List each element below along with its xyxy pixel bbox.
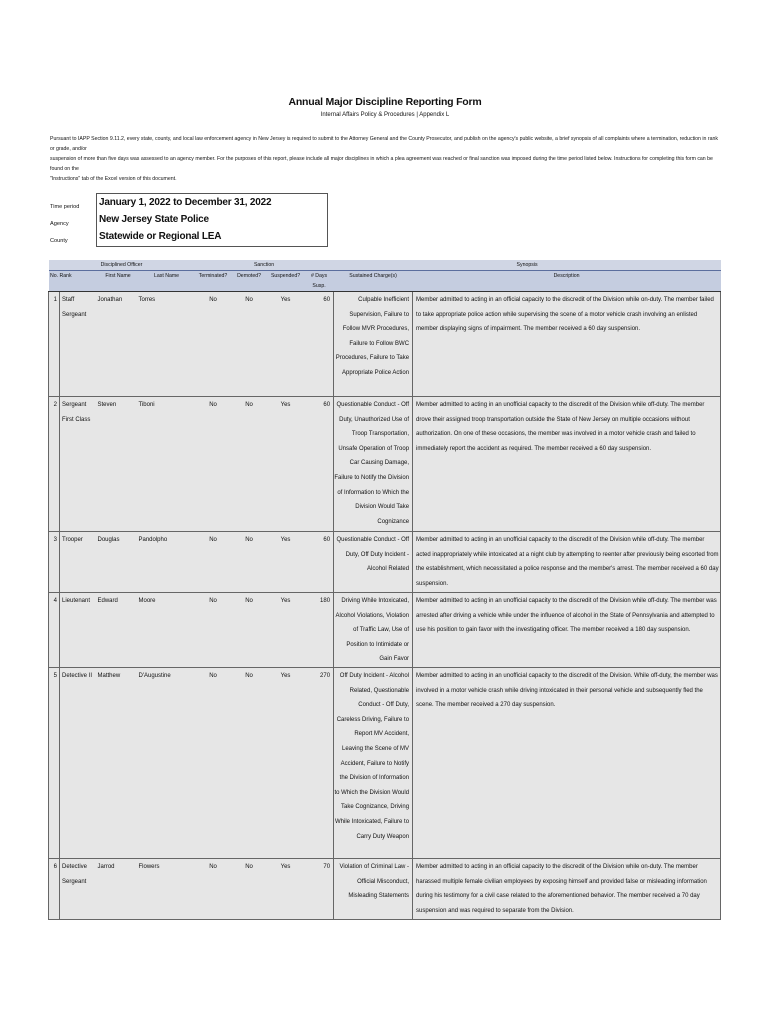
table-row	[49, 668, 721, 859]
description-cell: Member admitted to acting in an official capacity to the discredit of the Division while on-duty. The member harassed multiple female civilian employees by exposing himself and provided false or misleading information during his testimony for a civil case related to the aforementioned behavior. The member received a 70 day suspension and was required to separate from the Division.	[413, 859, 721, 920]
charges-cell: Driving While Intoxicated, Alcohol Violations, Violation of Traffic Law, Use of Position to Intimidate or Gain Favor	[334, 593, 413, 668]
col-description-header: Description	[413, 271, 721, 292]
first-name-cell: Edward	[98, 593, 139, 668]
suspended-cell: Yes	[267, 532, 305, 593]
days-cell: 180	[305, 593, 334, 668]
row-number: 4	[49, 593, 60, 668]
description-cell: Member admitted to acting in an unofficial capacity to the discredit of the Division while off-duty. The member was arrested after driving a vehicle while under the influence of alcohol in the State of Pennsylvania and attempted to use his position to gain favor with the investigating officer. The member received a 180 day suspension.	[413, 593, 721, 668]
row-number: 2	[49, 397, 60, 532]
rank-cell: Trooper	[60, 532, 98, 593]
agency-value: New Jersey State Police	[99, 214, 209, 225]
group-officer-header: Disciplined Officer	[49, 260, 195, 271]
time-period-label: Time period	[50, 204, 80, 210]
last-name-cell: Pandolpho	[139, 532, 195, 593]
rank-cell: Lieutenant	[60, 593, 98, 668]
first-name-cell: Matthew	[98, 668, 139, 859]
description-cell: Member admitted to acting in an unofficial capacity to the discredit of the Division. While off-duty, the member was involved in a motor vehicle crash while driving intoxicated in their personal vehicle and subsequently fled the scene. The member received a 270 day suspension.	[413, 668, 721, 859]
charges-cell: Off Duty Incident - Alcohol Related, Questionable Conduct - Off Duty, Careless Driving, Failure to Report MV Accident, Leaving the Scene of MV Accident, Failure to Notify the Division of Information to Which the Division Would Take Cognizance, Driving While Intoxicated, Failure to Carry Duty Weapon	[334, 668, 413, 859]
table-row	[49, 397, 721, 532]
demoted-cell: No	[232, 668, 267, 859]
days-cell: 60	[305, 397, 334, 532]
row-number: 5	[49, 668, 60, 859]
terminated-cell: No	[195, 668, 232, 859]
table-row	[49, 859, 721, 920]
county-value: Statewide or Regional LEA	[99, 231, 222, 242]
intro-paragraph	[50, 134, 720, 184]
charges-cell: Violation of Criminal Law - Official Misconduct, Misleading Statements	[334, 859, 413, 920]
form-title: Annual Major Discipline Reporting Form	[288, 96, 482, 108]
row-number: 6	[49, 859, 60, 920]
col-no-header: No.	[49, 271, 60, 292]
intro-line: "Instructions" tab of the Excel version of this document.	[50, 176, 177, 182]
col-charges-header: Sustained Charge(s)	[334, 271, 413, 292]
demoted-cell: No	[232, 532, 267, 593]
terminated-cell: No	[195, 532, 232, 593]
demoted-cell: No	[232, 397, 267, 532]
description-cell: Member admitted to acting in an unofficial capacity to the discredit of the Division while off-duty. The member acted inappropriately while intoxicated at a night club by attempting to reenter after previously being escorted from the establishment, which necessitated a police response and the member's arrest. The member received a 60 day suspension.	[413, 532, 721, 593]
form-subtitle: Internal Affairs Policy & Procedures | Appendix L	[320, 112, 450, 118]
meta-labels	[50, 199, 79, 250]
suspended-cell: Yes	[267, 292, 305, 397]
description-cell: Member admitted to acting in an official capacity to the discredit of the Division while on-duty. The member failed to take appropriate police action while supervising the scene of a motor vehicle crash involving an enlisted member displaying signs of impairment. The member received a 60 day suspension.	[413, 292, 721, 397]
table-row	[49, 292, 721, 397]
row-number: 3	[49, 532, 60, 593]
charges-cell: Questionable Conduct - Off Duty, Unauthorized Use of Troop Transportation, Unsafe Operation of Troop Car Causing Damage, Failure to Notify the Division of Information to Which the Division Would Take Cognizance	[334, 397, 413, 532]
demoted-cell: No	[232, 859, 267, 920]
col-rank-header: Rank	[60, 271, 98, 292]
group-header-row	[49, 260, 721, 271]
days-cell: 60	[305, 292, 334, 397]
discipline-table	[48, 260, 721, 920]
days-cell: 270	[305, 668, 334, 859]
county-label: County	[50, 238, 68, 244]
demoted-cell: No	[232, 292, 267, 397]
col-days-header: # Days Susp.	[305, 271, 334, 292]
agency-label: Agency	[50, 221, 69, 227]
terminated-cell: No	[195, 397, 232, 532]
group-synopsis-header: Synopsis	[334, 260, 721, 271]
rank-cell: Sergeant First Class	[60, 397, 98, 532]
col-terminated-header: Terminated?	[195, 271, 232, 292]
col-last-header: Last Name	[139, 271, 195, 292]
first-name-cell: Jonathan	[98, 292, 139, 397]
days-cell: 60	[305, 532, 334, 593]
suspended-cell: Yes	[267, 397, 305, 532]
first-name-cell: Douglas	[98, 532, 139, 593]
col-first-header: First Name	[98, 271, 139, 292]
table-row	[49, 593, 721, 668]
rank-cell: Detective Sergeant	[60, 859, 98, 920]
row-number: 1	[49, 292, 60, 397]
demoted-cell: No	[232, 593, 267, 668]
col-demoted-header: Demoted?	[232, 271, 267, 292]
first-name-cell: Steven	[98, 397, 139, 532]
meta-values-box	[96, 193, 328, 247]
group-sanction-header: Sanction	[195, 260, 334, 271]
last-name-cell: Flowers	[139, 859, 195, 920]
intro-line: suspension of more than five days was assessed to an agency member. For the purposes of this report, please include all major disciplines in which a plea agreement was reached or final sanction was imposed during the time period listed below. Instructions for completing this form can be found on the	[50, 156, 713, 172]
rank-cell: Detective II	[60, 668, 98, 859]
last-name-cell: Moore	[139, 593, 195, 668]
description-cell: Member admitted to acting in an unofficial capacity to the discredit of the Division while off-duty. The member drove their assigned troop transportation outside the State of New Jersey on multiple occasions without authorization. On one of these occasions, the member was involved in a motor vehicle crash and failed to immediately report the accident as required. The member received a 60 day suspension.	[413, 397, 721, 532]
intro-line: Pursuant to IAPP Section 9.11.2, every state, county, and local law enforcement agency in New Jersey is required to submit to the Attorney General and the County Prosecutor, and publish on the agency's public website, a brief synopsis of all complaints where a termination, reduction in rank or grade, and/or	[50, 136, 718, 152]
first-name-cell: Jarrod	[98, 859, 139, 920]
charges-cell: Culpable Inefficient Supervision, Failure to Follow MVR Procedures, Failure to Follow BWC Procedures, Failure to Take Appropriate Police Action	[334, 292, 413, 397]
table-row	[49, 532, 721, 593]
days-cell: 70	[305, 859, 334, 920]
column-header-row	[49, 271, 721, 292]
time-period-value: January 1, 2022 to December 31, 2022	[99, 197, 272, 208]
suspended-cell: Yes	[267, 668, 305, 859]
suspended-cell: Yes	[267, 859, 305, 920]
charges-cell: Questionable Conduct - Off Duty, Off Duty Incident - Alcohol Related	[334, 532, 413, 593]
last-name-cell: Tiboni	[139, 397, 195, 532]
col-suspended-header: Suspended?	[267, 271, 305, 292]
rank-cell: Staff Sergeant	[60, 292, 98, 397]
last-name-cell: D'Augustine	[139, 668, 195, 859]
terminated-cell: No	[195, 859, 232, 920]
terminated-cell: No	[195, 292, 232, 397]
suspended-cell: Yes	[267, 593, 305, 668]
last-name-cell: Torres	[139, 292, 195, 397]
terminated-cell: No	[195, 593, 232, 668]
